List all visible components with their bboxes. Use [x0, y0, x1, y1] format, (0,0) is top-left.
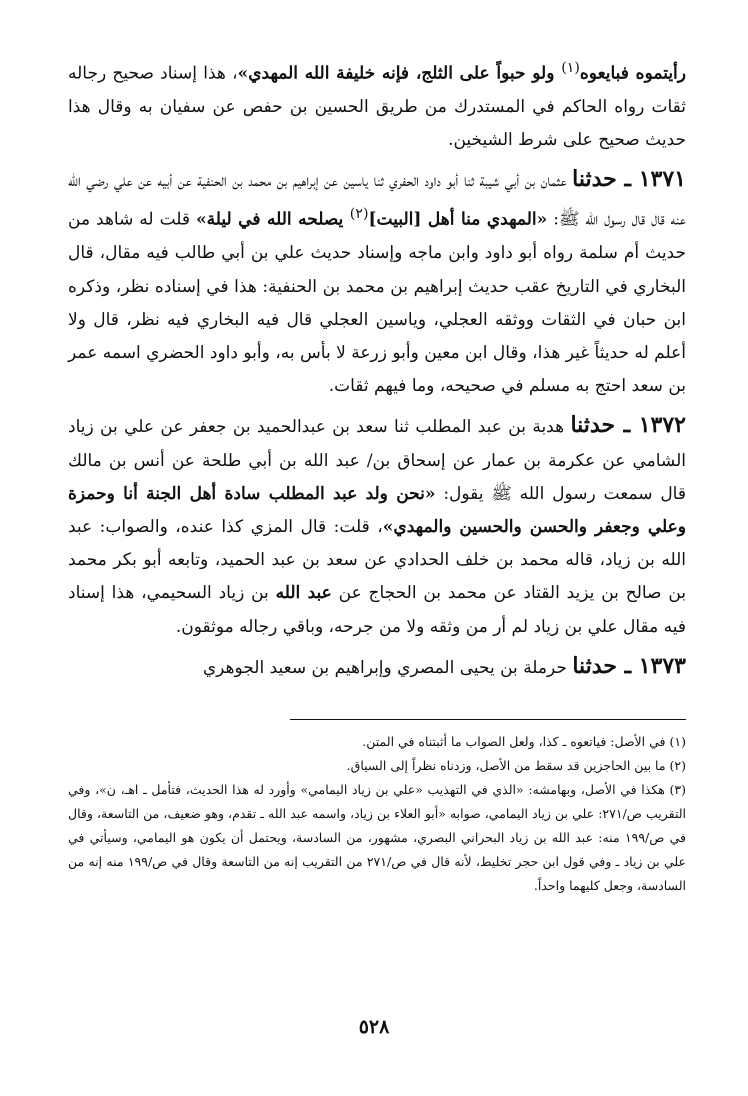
footnote-1: (١) في الأصل: فياتعوه ـ كذا، ولعل الصواب ما أثبتناه في المتن.	[362, 733, 686, 749]
page-number: ٥٢٨	[358, 1016, 390, 1038]
body-text: ، هذا إسناد صحيح رجاله ثقات رواه الحاكم في المستدرك من طريق الحسين بن حفص عن سفيان به وقال هذا حديث صحيح على شرط الشيخين.	[68, 63, 686, 151]
hadith-1373	[68, 650, 686, 685]
hadith-number: ١٣٧٣	[638, 652, 686, 679]
body-text: قلت له شاهد من حديث أم سلمة رواه أبو داود وابن ماجه وإسناد حديث علي بن أبي طالب فيه مقال، قال البخاري في التاريخ عقب حديث إبراهيم بن محمد بن الحنفية: هذا في إسناده نظر، وذكره ابن حبان في الثقات ووثقه العجلي، وياسين العجلي قال فيه البخاري فيه نظر، قال ولا أعلم له حديثاً غير هذا، وقال ابن معين وأبو زرعة لا بأس به، وأبو داود الحضري اسمه عمر بن سعد احتج به مسلم في صحيحه، وما فيهم ثقات.	[68, 210, 686, 397]
hadith-number: ١٣٧١	[638, 166, 686, 193]
hadith-number: ١٣٧٢	[638, 412, 686, 439]
hadith-1371	[68, 163, 686, 403]
footnote-2: (٢) ما بين الحاجزين قد سقط من الأصل، وزدناه نظراً إلى السياق.	[346, 757, 686, 773]
quote-text: رأيتموه فبايعوه	[579, 63, 686, 84]
footnote-ref[interactable]: (٢)	[349, 206, 369, 223]
body-text: بن زياد السحيمي، هذا إسناد فيه مقال علي بن زياد لم أر من وثقه ولا من جرحه، وباقي رجاله موثقون.	[68, 583, 686, 637]
footnote-3: (٣) هكذا في الأصل، وبهامشه: «الذي في التهذيب «علي بن زياد اليمامي» وأورد له هذا الحديث، فتأمل ـ اهـ، ن»، وفي التقريب ص/٢٧١: علي بن زياد اليمامي، صوابه «أبو العلاء بن زياد، واسمه عبد الله ـ تقدم، وهو ضعيف، من التاسعة، وقال في ص/١٩٩ منه: عبد الله بن زياد البحراني البصري، مشهور، من السادسة، ويحتمل أن يكون هو اليمامي، وسيأتي في علي بن زياد ـ وفي قول ابن حجر تخليط، لأنه قال في ص/٢٧١ من التقريب إنه من التاسعة وقال في ص/١٩٩ منه إنه من السادسة، وجعل كليهما واحداً.	[68, 781, 687, 893]
quote-text: «نحن ولد عبد المطلب سادة أهل الجنة أنا وحمزة وعلي وجعفر والحسن والحسين والمهدي»	[68, 483, 686, 537]
footnotes	[68, 730, 686, 898]
footnote-ref[interactable]: (١)	[561, 60, 580, 76]
main-text	[68, 52, 686, 685]
hadith-keyword: ـ حدثنا	[572, 166, 639, 193]
quote-text: يصلحه الله في ليلة»	[196, 210, 350, 231]
quote-text: «المهدي منا أهل [البيت]	[368, 210, 548, 231]
quote-text: ولو حبواً على الثلج، فإنه خليفة الله المهدي»	[237, 63, 562, 84]
body-text: ، قلت: قال المزي كذا عنده، والصواب: عبد الله بن زياد، قاله محمد بن خلف الحدادي عن سعد بن عبد الحميد، وتابعه أبو بكر محمد بن صالح بن يزيد القتاد عن محمد بن الحجاج عن	[68, 516, 686, 604]
body-text: هدبة بن عبد المطلب ثنا سعد بن عبدالحميد بن جعفر عن علي بن زياد الشامي عن عكرمة بن عمار عن إسحاق بن/ عبد الله بن أبي طلحة عن أنس بن مالك قال سمعت رسول الله ﷺ يقول:	[68, 417, 686, 504]
paragraph-continuation	[68, 52, 686, 157]
body-text: عثمان بن أبي شيبة ثنا أبو داود الحفري ثنا ياسين عن إبراهيم بن محمد بن الحنفية عن أبيه عن علي رضي الله عنه قال قال رسول الله ﷺ:	[68, 171, 686, 231]
body-text: حرملة بن يحيى المصري وإبراهيم بن سعيد الجوهري	[202, 657, 573, 678]
hadith-keyword: ـ حدثنا	[570, 412, 639, 439]
hadith-keyword: ـ حدثنا	[572, 652, 639, 679]
footnote-separator	[290, 719, 686, 720]
hadith-1372	[68, 409, 686, 643]
bold-name: عبد الله	[275, 583, 332, 604]
